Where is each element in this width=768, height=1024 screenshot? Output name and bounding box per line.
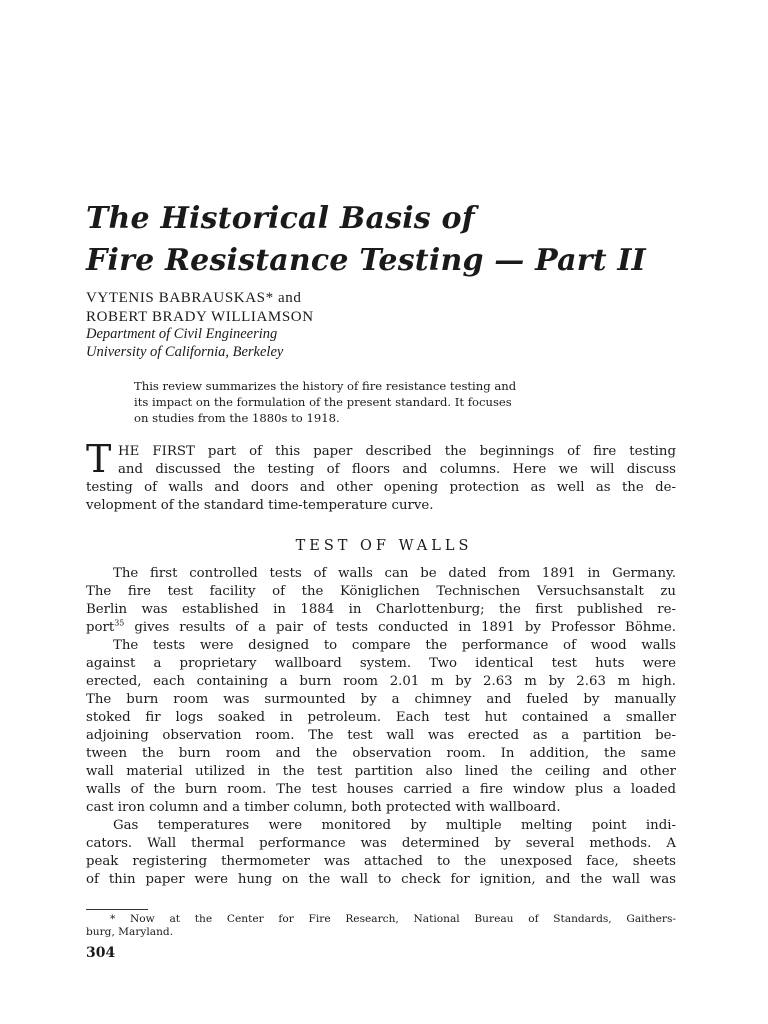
paragraph-line: adjoining observation room. The test wall was erected as a partition be- — [86, 728, 676, 743]
paragraph-line: walls of the burn room. The test houses carried a fire window plus a loaded — [86, 782, 676, 797]
footnote — [86, 913, 676, 939]
footnote-line: * Now at the Center for Fire Research, National Bureau of Standards, Gaithers- — [110, 913, 676, 925]
affiliation-department: Department of Civil Engineering — [86, 326, 278, 342]
reference-superscript: 35 — [114, 618, 125, 628]
paragraph-line: The first controlled tests of walls can be dated from 1891 in Germany. — [113, 566, 676, 581]
section-heading: TEST OF WALLS — [295, 538, 473, 554]
affiliation-university: University of California, Berkeley — [86, 344, 284, 360]
intro-lead-line: HE FIRST part of this paper described the beginnings of fire testing — [118, 444, 676, 459]
footnote-line: burg, Maryland. — [86, 926, 174, 938]
paragraph-line: Berlin was established in 1884 in Charlottenburg; the first published re- — [86, 602, 676, 617]
page-number: 304 — [86, 945, 116, 961]
author-names — [86, 289, 686, 327]
paragraph-line: cast iron column and a timber column, both protected with wallboard. — [86, 800, 561, 815]
abstract — [134, 378, 628, 426]
paragraph-line: peak registering thermometer was attached to the unexposed face, sheets — [86, 854, 676, 869]
author-affiliation — [86, 325, 686, 361]
abstract-line: This review summarizes the history of fire resistance testing and — [134, 379, 517, 393]
paragraph-line: erected, each containing a burn room 2.01 m by 2.63 m by 2.63 m high. — [86, 674, 676, 689]
paragraph-line-with-reference — [86, 619, 676, 637]
title-line-2: Fire Resistance Testing — Part II — [86, 243, 646, 278]
abstract-line: its impact on the formulation of the present standard. It focuses — [134, 395, 512, 409]
title-line-1: The Historical Basis of — [86, 201, 475, 236]
footnote-rule — [86, 909, 148, 910]
paragraph-line: stoked fir logs soaked in petroleum. Each test hut contained a smaller — [86, 710, 676, 725]
paragraph-line: wall material utilized in the test partition also lined the ceiling and other — [86, 764, 676, 779]
drop-cap: T — [86, 437, 112, 481]
paragraph-line: of thin paper were hung on the wall to check for ignition, and the wall was — [86, 872, 676, 887]
paragraph-line: The fire test facility of the Königlichen Technischen Versuchsanstalt zu — [86, 584, 676, 599]
paragraph-line: The burn room was surmounted by a chimney and fueled by manually — [86, 692, 676, 707]
paragraph-line: tween the burn room and the observation room. In addition, the same — [86, 746, 676, 761]
intro-line: velopment of the standard time-temperature curve. — [86, 498, 434, 513]
author-line-1: VYTENIS BABRAUSKAS* and — [86, 290, 302, 306]
paragraph-line: Gas temperatures were monitored by multiple melting point indi- — [113, 818, 676, 833]
intro-line: testing of walls and doors and other opening protection as well as the de- — [86, 480, 676, 495]
paragraph-line: The tests were designed to compare the performance of wood walls — [113, 638, 676, 653]
author-line-2: ROBERT BRADY WILLIAMSON — [86, 309, 314, 325]
line-start: port — [86, 620, 115, 635]
paragraph-line: against a proprietary wallboard system. Two identical test huts were — [86, 656, 676, 671]
abstract-line: on studies from the 1880s to 1918. — [134, 411, 340, 425]
intro-lead-line: and discussed the testing of floors and columns. Here we will discuss — [118, 462, 676, 477]
line-rest: gives results of a pair of tests conducted in 1891 by Professor Böhme. — [124, 620, 676, 635]
paragraph-line: cators. Wall thermal performance was determined by several methods. A — [86, 836, 676, 851]
article-title — [86, 198, 726, 282]
